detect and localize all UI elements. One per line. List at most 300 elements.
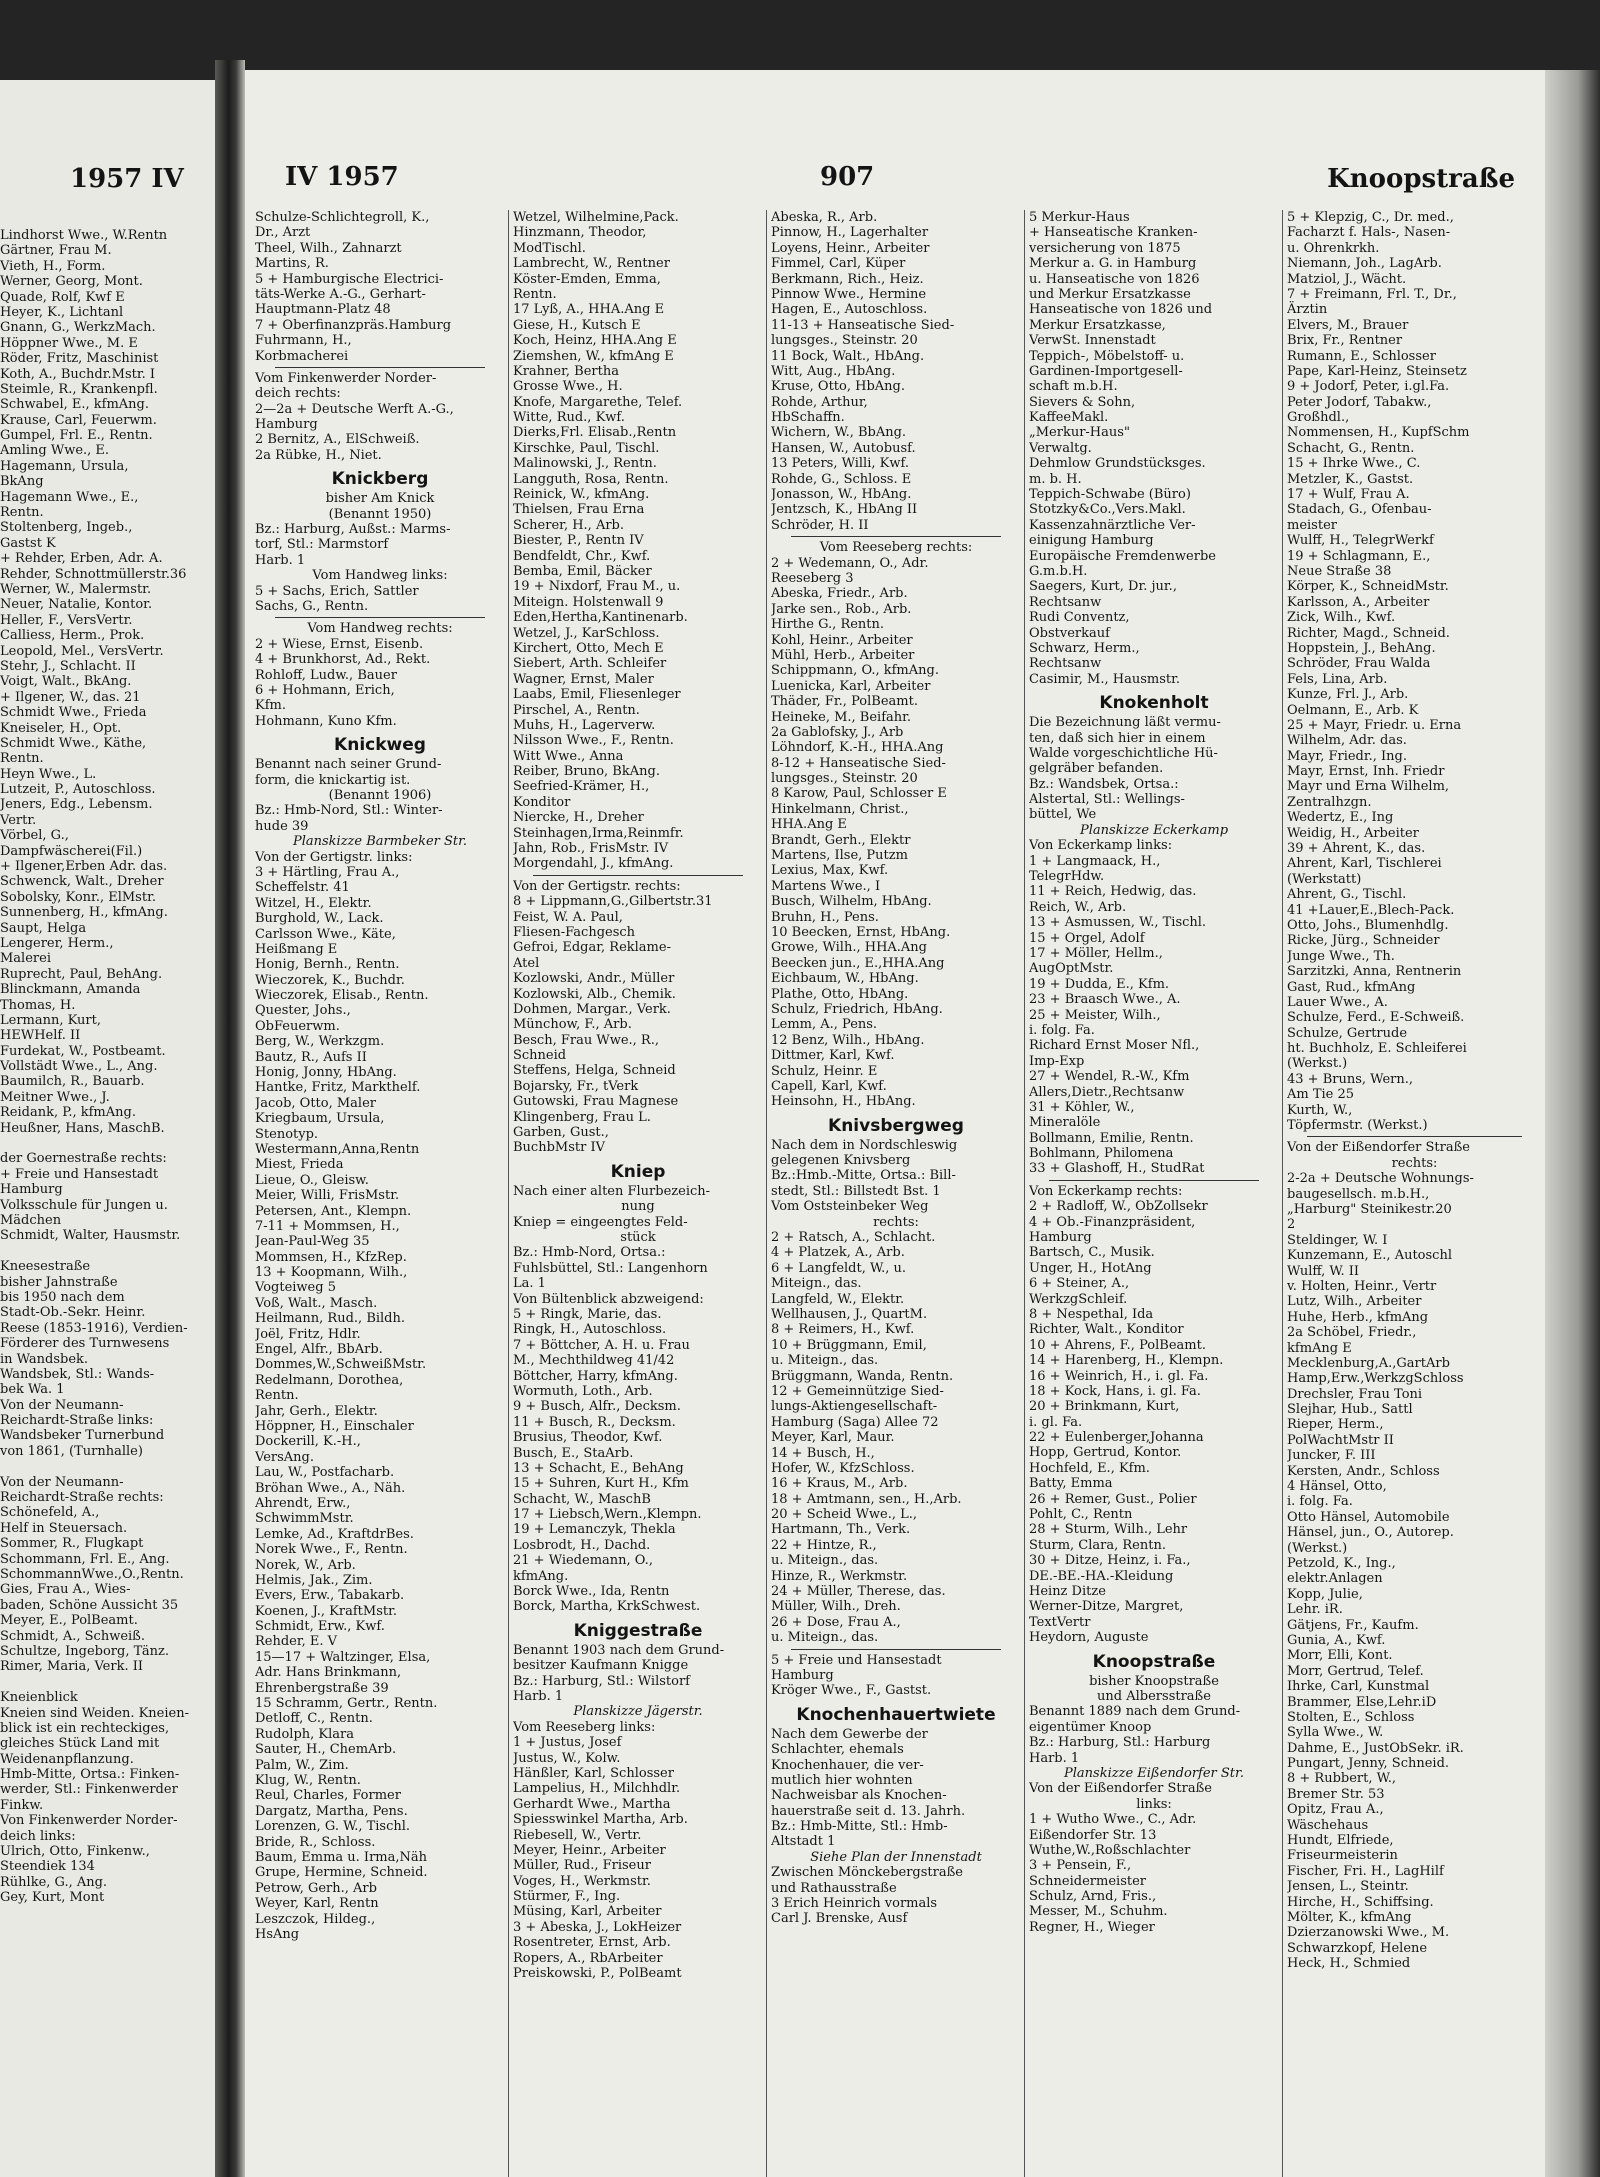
directory-entry: Gardinen-Importgesell- xyxy=(1029,363,1183,379)
directory-entry: Lau, W., Postfacharb. xyxy=(255,1465,395,1481)
column-divider xyxy=(1282,210,1283,2177)
directory-entry: Sobolsky, Konr., ElMstr. xyxy=(0,889,156,905)
directory-entry: Furdekat, W., Postbeamt. xyxy=(0,1043,166,1059)
directory-entry: Bz.: Hmb-Mitte, Stl.: Hmb- xyxy=(771,1819,948,1835)
directory-entry: Schmidt Wwe., Frieda xyxy=(0,705,147,721)
directory-entry: Casimir, M., Hausmstr. xyxy=(1029,671,1181,687)
directory-entry: Stürmer, F., Ing. xyxy=(513,1889,621,1905)
directory-entry: Schlachter, ehemals xyxy=(771,1742,904,1758)
directory-entry: Seefried-Krämer, H., xyxy=(513,779,650,795)
directory-entry: 5 + Ringk, Marie, das. xyxy=(513,1306,662,1322)
directory-entry: Gastst K xyxy=(0,535,56,551)
directory-entry: Luenicka, Karl, Arbeiter xyxy=(771,678,931,694)
directory-entry: Hagemann, Ursula, xyxy=(0,458,129,474)
directory-entry: 22 + Hintze, R., xyxy=(771,1537,877,1553)
directory-entry: Brammer, Else,Lehr.iD xyxy=(1287,1694,1437,1710)
directory-entry: Juncker, F. III xyxy=(1287,1448,1376,1464)
street-heading: Knickweg xyxy=(334,735,426,756)
directory-entry: Sunnenberg, H., kfmAng. xyxy=(0,905,168,921)
directory-entry: Jacob, Otto, Maler xyxy=(255,1095,376,1111)
directory-entry: Carl J. Brenske, Ausf xyxy=(771,1911,908,1927)
directory-entry: Hmb-Mitte, Ortsa.: Finken- xyxy=(0,1767,180,1783)
directory-entry: Reichardt-Straße links: xyxy=(0,1413,154,1429)
directory-entry: Lermann, Kurt, xyxy=(0,1012,101,1028)
directory-entry: 5 + Klepzig, C., Dr. med., xyxy=(1287,210,1454,225)
directory-entry: 14 + Busch, H., xyxy=(771,1445,875,1461)
directory-entry: Brix, Fr., Rentner xyxy=(1287,333,1403,349)
directory-entry: ObFeuerwm. xyxy=(255,1018,340,1034)
directory-entry: 2 + Wiese, Ernst, Eisenb. xyxy=(255,636,424,652)
directory-entry: 23 + Braasch Wwe., A. xyxy=(1029,992,1181,1008)
directory-entry: 24 + Müller, Therese, das. xyxy=(771,1584,946,1600)
directory-entry: 19 + Schlagmann, E., xyxy=(1287,548,1431,564)
column-divider xyxy=(766,210,767,2177)
directory-entry: Von Eckerkamp rechts: xyxy=(1029,1183,1183,1199)
directory-entry: 5 Merkur-Haus xyxy=(1029,210,1130,225)
section-divider xyxy=(1049,1180,1259,1181)
directory-entry: 17 + Möller, Hellm., xyxy=(1029,945,1163,961)
directory-entry: Hopp, Gertrud, Kontor. xyxy=(1029,1445,1182,1461)
directory-entry: DE.-BE.-HA.-Kleidung xyxy=(1029,1568,1174,1584)
directory-entry: Großhdl., xyxy=(1287,410,1350,426)
directory-entry: + Rehder, Erben, Adr. A. xyxy=(0,551,163,567)
directory-entry: Voigt, Walt., BkAng. xyxy=(0,674,132,690)
directory-entry: Honig, Bernh., Rentn. xyxy=(255,957,400,973)
column-divider xyxy=(1024,210,1025,2177)
directory-entry: Schröder, H. II xyxy=(771,517,869,533)
directory-entry: Scheffelstr. 41 xyxy=(255,880,350,896)
directory-entry: Jarke sen., Rob., Arb. xyxy=(771,601,912,617)
directory-entry: 15 + Ihrke Wwe., C. xyxy=(1287,456,1421,472)
directory-entry: Theel, Wilh., Zahnarzt xyxy=(255,240,402,256)
directory-entry: Pirschel, A., Rentn. xyxy=(513,702,640,718)
directory-entry xyxy=(0,1675,205,1690)
directory-entry: Gnann, G., WerkzMach. xyxy=(0,320,156,336)
directory-entry xyxy=(0,1244,205,1259)
column-divider xyxy=(508,210,509,2177)
directory-column-5 xyxy=(1287,210,1542,1972)
directory-entry: Wulff, W. II xyxy=(1287,1263,1360,1279)
directory-entry: Kassenzahnärztliche Ver- xyxy=(1029,517,1196,533)
directory-entry: Von der Eißendorfer Straße xyxy=(1287,1140,1470,1156)
directory-entry: Teppich-Schwabe (Büro) xyxy=(1029,487,1191,503)
directory-entry: Gerhardt Wwe., Martha xyxy=(513,1796,671,1812)
directory-entry: von 1861, (Turnhalle) xyxy=(0,1443,143,1459)
directory-entry: Besch, Frau Wwe., R., xyxy=(513,1032,659,1048)
directory-entry: 13 + Koopmann, Wilh., xyxy=(255,1265,408,1281)
directory-entry: Schultze, Ingeborg, Tänz. xyxy=(0,1643,169,1659)
directory-entry: Dahme, E., JustObSekr. iR. xyxy=(1287,1740,1464,1756)
directory-entry: Rentn. xyxy=(0,751,44,767)
directory-entry: 6 + Hohmann, Erich, xyxy=(255,683,395,698)
directory-entry: Kunzemann, E., Autoschl xyxy=(1287,1248,1452,1264)
directory-entry: + Ilgener, W., das. 21 xyxy=(0,689,141,705)
directory-entry: Rimer, Maria, Verk. II xyxy=(0,1659,143,1675)
directory-entry: Hirche, H., Schiffsing. xyxy=(1287,1894,1434,1910)
directory-entry: Sommer, R., Flugkapt xyxy=(0,1536,144,1552)
directory-entry: 7 + Oberfinanzpräs.Hamburg xyxy=(255,317,452,333)
centered-note: (Benannt 1906) xyxy=(328,787,432,803)
directory-entry: Westermann,Anna,Rentn xyxy=(255,1141,420,1157)
directory-entry: Schulze, Ferd., E-Schweiß. xyxy=(1287,1010,1465,1026)
directory-entry: Morgendahl, J., kfmAng. xyxy=(513,856,674,872)
directory-entry: Pape, Karl-Heinz, Steinsetz xyxy=(1287,363,1467,379)
directory-entry: Reul, Charles, Former xyxy=(255,1788,401,1804)
directory-entry: Heinz Ditze xyxy=(1029,1584,1106,1599)
directory-entry: Siebert, Arth. Schleifer xyxy=(513,656,667,672)
directory-entry: Fimmel, Carl, Küper xyxy=(771,256,906,272)
directory-entry: Borck Wwe., Ida, Rentn xyxy=(513,1584,670,1600)
directory-entry: deich rechts: xyxy=(255,386,341,402)
directory-entry: Schröder, Frau Walda xyxy=(1287,656,1431,672)
directory-entry: Giese, H., Kutsch E xyxy=(513,317,641,333)
directory-entry: Brandt, Gerh., Elektr xyxy=(771,832,911,848)
directory-entry: Ahrent, G., Tischl. xyxy=(1287,887,1407,903)
directory-entry: Töpfermstr. (Werkst.) xyxy=(1287,1118,1428,1134)
directory-entry: Elvers, M., Brauer xyxy=(1287,317,1409,333)
directory-entry: 19 + Dudda, E., Kfm. xyxy=(1029,976,1170,992)
directory-entry: Höppner, H., Einschaler xyxy=(255,1419,414,1434)
directory-entry: Baum, Emma u. Irma,Näh xyxy=(255,1849,427,1865)
directory-entry: Schulz, Heinr. E xyxy=(771,1063,878,1079)
directory-entry: Jahr, Gerh., Elektr. xyxy=(255,1403,378,1419)
directory-entry: Rühlke, G., Ang. xyxy=(0,1874,108,1890)
directory-entry: Abeska, Friedr., Arb. xyxy=(771,586,908,602)
directory-entry: Vörbel, G., xyxy=(0,828,69,844)
directory-entry: Thomas, H. xyxy=(0,997,76,1013)
directory-entry: Die Bezeichnung läßt vermu- xyxy=(1029,715,1221,731)
directory-entry: Wichern, W., BbAng. xyxy=(771,425,907,441)
directory-entry: der Goernestraße rechts: xyxy=(0,1151,167,1167)
directory-entry: Jensen, L., Steintr. xyxy=(1287,1879,1409,1895)
directory-entry: Engel, Alfr., BbArb. xyxy=(255,1342,383,1358)
directory-entry: 1 + Justus, Josef xyxy=(513,1735,622,1751)
directory-entry: Hantke, Fritz, Markthelf. xyxy=(255,1080,421,1096)
directory-entry: Von der Eißendorfer Straße xyxy=(1029,1781,1212,1797)
directory-entry: Kruse, Otto, HbAng. xyxy=(771,379,905,395)
directory-entry: 2-2a + Deutsche Wohnungs- xyxy=(1287,1171,1474,1187)
directory-entry: Detloff, C., Rentn. xyxy=(255,1711,373,1727)
directory-entry: Fels, Lina, Arb. xyxy=(1287,671,1388,687)
directory-entry: Karlsson, A., Arbeiter xyxy=(1287,594,1430,610)
directory-entry xyxy=(0,1136,205,1151)
directory-entry: torf, Stl.: Marmstorf xyxy=(255,537,389,553)
directory-entry: 3 + Abeska, J., LokHeizer xyxy=(513,1919,682,1935)
directory-entry: 2 Bernitz, A., ElSchweiß. xyxy=(255,432,420,448)
left-page xyxy=(0,80,215,2177)
directory-entry: Hirthe G., Rentn. xyxy=(771,617,885,633)
directory-entry: „Merkur-Haus" xyxy=(1029,425,1130,441)
directory-entry: Wedertz, E., Ing xyxy=(1287,810,1394,826)
directory-entry: 30 + Ditze, Heinz, i. Fa., xyxy=(1029,1553,1191,1569)
directory-entry: Bollmann, Emilie, Rentn. xyxy=(1029,1130,1194,1146)
directory-entry: Stoltenberg, Ingeb., xyxy=(0,520,133,536)
directory-entry: mutlich hier wohnten xyxy=(771,1772,913,1788)
directory-entry: bis 1950 nach dem xyxy=(0,1289,125,1305)
centered-note: rechts: xyxy=(873,1214,919,1230)
directory-entry: + Ilgener,Erben Adr. das. xyxy=(0,859,168,875)
directory-entry: 20 + Scheid Wwe., L., xyxy=(771,1507,918,1523)
directory-entry: Lorenzen, G. W., Tischl. xyxy=(255,1819,411,1835)
directory-entry: Rohloff, Ludw., Bauer xyxy=(255,667,397,683)
directory-entry: Hansen, W., Autobusf. xyxy=(771,440,916,456)
directory-entry: Benannt 1903 nach dem Grund- xyxy=(513,1642,725,1658)
directory-entry: Eißendorfer Str. 13 xyxy=(1029,1827,1157,1843)
directory-entry: 26 + Remer, Gust., Polier xyxy=(1029,1491,1197,1507)
directory-entry: Dzierzanowski Wwe., M. xyxy=(1287,1925,1450,1941)
directory-entry: Ricke, Jürg., Schneider xyxy=(1287,933,1440,949)
directory-entry: Bröhan Wwe., A., Näh. xyxy=(255,1480,406,1496)
directory-entry: Bemba, Emil, Bäcker xyxy=(513,563,652,579)
directory-entry: Wormuth, Loth., Arb. xyxy=(513,1383,653,1399)
directory-entry: deich links: xyxy=(0,1828,76,1844)
directory-entry: Vom Finkenwerder Norder- xyxy=(255,370,437,386)
directory-entry: schaft m.b.H. xyxy=(1029,379,1118,395)
directory-entry: Richard Ernst Moser Nfl., xyxy=(1029,1038,1200,1054)
street-heading: Knivsbergweg xyxy=(828,1115,964,1136)
directory-entry: bisher Jahnstraße xyxy=(0,1274,118,1290)
directory-entry: ten, daß sich hier in einem xyxy=(1029,730,1206,746)
directory-entry: Bz.: Wandsbek, Ortsa.: xyxy=(1029,776,1179,792)
directory-entry: 3 + Pensein, F., xyxy=(1029,1858,1132,1874)
directory-entry: Gast, Rud., kfmAng xyxy=(1287,979,1416,995)
directory-entry: Teppich-, Möbelstoff- u. xyxy=(1029,348,1185,364)
directory-entry: 2a Gablofsky, J., Arb xyxy=(771,724,904,740)
directory-entry: Lambrecht, W., Rentner xyxy=(513,256,670,272)
directory-entry: 25 + Meister, Wilh., xyxy=(1029,1007,1161,1023)
directory-entry: Hinzmann, Theodor, xyxy=(513,225,647,241)
directory-entry: Schwenck, Walt., Dreher xyxy=(0,874,164,890)
directory-entry: Sievers & Sohn, xyxy=(1029,394,1136,410)
directory-entry: Wellhausen, J., QuartM. xyxy=(771,1306,928,1322)
directory-entry: 2 + Wedemann, O., Adr. xyxy=(771,555,929,571)
directory-entry: Rehder, Schnottmüllerstr.36 xyxy=(0,566,187,582)
directory-entry: 4 + Brunkhorst, Ad., Rekt. xyxy=(255,652,431,668)
directory-entry: Feist, W. A. Paul, xyxy=(513,909,623,925)
directory-entry: G.m.b.H. xyxy=(1029,563,1088,579)
directory-entry: kfmAng E xyxy=(1287,1340,1352,1356)
directory-entry: 21 + Wiedemann, O., xyxy=(513,1553,653,1569)
directory-entry: eigentümer Knoop xyxy=(1029,1719,1152,1735)
directory-entry: Mommsen, H., KfzRep. xyxy=(255,1249,407,1265)
directory-entry: M., Mechthildweg 41/42 xyxy=(513,1353,675,1369)
directory-entry: BuchbMstr IV xyxy=(513,1140,605,1156)
directory-entry: Hochfeld, E., Kfm. xyxy=(1029,1460,1150,1476)
section-divider xyxy=(791,536,1001,537)
directory-entry: Heck, H., Schmied xyxy=(1287,1956,1411,1972)
directory-entry: Gunia, A., Kwf. xyxy=(1287,1632,1386,1648)
directory-entry: HbSchaffn. xyxy=(771,410,845,426)
directory-entry: Kozlowski, Alb., Chemik. xyxy=(513,986,676,1002)
directory-entry: Heußner, Hans, MaschB. xyxy=(0,1120,165,1136)
directory-entry: 15 + Suhren, Kurt H., Kfm xyxy=(513,1476,689,1492)
directory-entry: Beecken jun., E.,HHA.Ang xyxy=(771,955,945,971)
directory-entry: Adr. Hans Brinkmann, xyxy=(255,1665,402,1681)
directory-entry: Merkur Ersatzkasse, xyxy=(1029,317,1166,333)
directory-entry: Morr, Gertrud, Telef. xyxy=(1287,1663,1424,1679)
directory-entry: 13 + Asmussen, W., Tischl. xyxy=(1029,915,1207,931)
directory-entry: Peter Jodorf, Tabakw., xyxy=(1287,394,1432,410)
directory-entry: Gumpel, Frl. E., Rentn. xyxy=(0,428,153,444)
directory-entry: Schulze, Gertrude xyxy=(1287,1025,1408,1041)
directory-entry: m. b. H. xyxy=(1029,471,1082,487)
directory-entry: Berg, W., Werkzgm. xyxy=(255,1034,385,1050)
directory-entry: Schwarzkopf, Helene xyxy=(1287,1940,1428,1956)
page-number: 907 xyxy=(820,162,875,192)
directory-entry: Rudolph, Klara xyxy=(255,1726,355,1742)
directory-entry: Ruprecht, Paul, BehAng. xyxy=(0,966,163,982)
directory-entry: 15 Schramm, Gertr., Rentn. xyxy=(255,1696,438,1712)
directory-entry: Rohde, G., Schloss. E xyxy=(771,471,912,487)
directory-entry: Brüggmann, Wanda, Rentn. xyxy=(771,1368,954,1384)
directory-entry: Stenotyp. xyxy=(255,1126,319,1142)
directory-entry: u. Miteign., das. xyxy=(771,1630,879,1646)
centered-note: rechts: xyxy=(1391,1155,1438,1171)
directory-entry: 13 Peters, Willi, Kwf. xyxy=(771,456,909,472)
directory-entry: 28 + Sturm, Wilh., Lehr xyxy=(1029,1522,1188,1538)
directory-entry: Steimle, R., Krankenpfl. xyxy=(0,381,158,397)
directory-entry: SchwimmMstr. xyxy=(255,1511,354,1527)
map-reference: Planskizze Barmbeker Str. xyxy=(292,834,468,850)
directory-entry: Biester, P., Rentn IV xyxy=(513,533,644,549)
directory-entry: 15—17 + Waltzinger, Elsa, xyxy=(255,1649,431,1665)
directory-entry: täts-Werke A.-G., Gerhart- xyxy=(255,286,426,302)
directory-entry: Miteign., das. xyxy=(771,1276,862,1292)
directory-entry: (Werkstatt) xyxy=(1287,871,1362,887)
directory-entry: Lauer Wwe., A. xyxy=(1287,994,1388,1010)
directory-entry: Heydorn, Auguste xyxy=(1029,1630,1149,1646)
directory-entry: u. Miteign., das. xyxy=(771,1553,879,1569)
directory-entry: Kirschke, Paul, Tischl. xyxy=(513,440,660,456)
directory-entry: Schommann, Frl. E., Ang. xyxy=(0,1551,170,1567)
directory-entry: Krause, Carl, Feuerwm. xyxy=(0,412,157,428)
directory-entry: Neuer, Natalie, Kontor. xyxy=(0,597,153,613)
directory-entry: Rechtsanw xyxy=(1029,594,1102,610)
directory-entry: 22 + Eulenberger,Johanna xyxy=(1029,1430,1204,1446)
directory-entry: u. Ohrenkrkh. xyxy=(1287,240,1380,256)
centered-note: Vom Handweg rechts: xyxy=(307,621,453,637)
directory-entry: Werner-Ditze, Margret, xyxy=(1029,1599,1184,1615)
directory-entry: Reinick, W., kfmAng. xyxy=(513,487,650,503)
directory-entry: 31 + Köhler, W., xyxy=(1029,1099,1135,1115)
book-gutter xyxy=(215,60,245,2177)
directory-entry: Honig, Jonny, HbAng. xyxy=(255,1065,397,1081)
directory-entry: Heineke, M., Beifahr. xyxy=(771,709,912,725)
directory-entry: Witzel, H., Elektr. xyxy=(255,895,372,911)
directory-entry: Schönefeld, A., xyxy=(0,1505,100,1521)
directory-entry: Von Eckerkamp links: xyxy=(1029,838,1173,854)
directory-entry: Leszczok, Hildeg., xyxy=(255,1911,376,1927)
directory-entry: Weidenanpflanzung. xyxy=(0,1751,134,1767)
directory-entry: Kriegbaum, Ursula, xyxy=(255,1111,385,1127)
directory-entry: 18 + Kock, Hans, i. gl. Fa. xyxy=(1029,1383,1201,1399)
directory-entry: Walde vorgeschichtliche Hü- xyxy=(1029,745,1218,761)
directory-entry: und Merkur Ersatzkasse xyxy=(1029,286,1191,302)
directory-entry: Meyer, E., PolBeamt. xyxy=(0,1613,138,1629)
directory-entry: Ziemshen, W., kfmAng E xyxy=(513,348,674,364)
directory-entry: 39 + Ahrent, K., das. xyxy=(1287,841,1426,857)
directory-entry: Gies, Frau A., Wies- xyxy=(0,1582,131,1598)
directory-entry: HEWHelf. II xyxy=(0,1028,81,1044)
centered-note: und Albersstraße xyxy=(1097,1688,1211,1704)
directory-entry: Scherer, H., Arb. xyxy=(513,517,625,533)
directory-entry: VerwSt. Innenstadt xyxy=(1029,333,1156,349)
directory-entry: Batty, Emma xyxy=(1029,1476,1113,1492)
directory-entry: 17 Lyß, A., HHA.Ang E xyxy=(513,302,665,318)
directory-entry: Loyens, Heinr., Arbeiter xyxy=(771,240,930,256)
directory-entry: Volksschule für Jungen u. xyxy=(0,1197,168,1213)
directory-entry: Saegers, Kurt, Dr. jur., xyxy=(1029,579,1177,595)
directory-entry: Dohmen, Margar., Verk. xyxy=(513,1001,671,1017)
directory-entry: Koenen, J., KraftMstr. xyxy=(255,1603,398,1619)
directory-entry: 11-13 + Hanseatische Sied- xyxy=(771,317,955,333)
directory-entry: Benannt nach seiner Grund- xyxy=(255,757,442,773)
directory-entry: Müsing, Karl, Arbeiter xyxy=(513,1904,662,1920)
directory-entry: Röder, Fritz, Maschinist xyxy=(0,351,159,367)
directory-entry: Steffens, Helga, Schneid xyxy=(513,1063,676,1079)
directory-entry: Gutowski, Frau Magnese xyxy=(513,1094,679,1110)
directory-entry: TelegrHdw. xyxy=(1029,869,1105,885)
directory-entry: Otto, Johs., Blumenhdlg. xyxy=(1287,917,1449,933)
section-divider xyxy=(275,617,485,618)
directory-entry: Mayr, Friedr., Ing. xyxy=(1287,748,1408,764)
directory-entry: 17 + Wulf, Frau A. xyxy=(1287,487,1410,503)
directory-entry: 8 + Lippmann,G.,Gilbertstr.31 xyxy=(513,894,713,910)
directory-entry: Palm, W., Zim. xyxy=(255,1757,349,1773)
directory-entry: Calliess, Herm., Prok. xyxy=(0,628,145,644)
directory-entry: Rentn. xyxy=(255,1388,299,1404)
street-heading: Knoopstraße xyxy=(1092,1651,1216,1672)
directory-entry: Lexius, Max, Kwf. xyxy=(771,863,889,879)
directory-entry: Evers, Erw., Tabakarb. xyxy=(255,1588,405,1604)
directory-entry: gelegenen Knivsberg xyxy=(771,1153,911,1169)
directory-entry: ht. Buchholz, E. Schleiferei xyxy=(1287,1041,1467,1057)
directory-entry: Kirchert, Otto, Mech E xyxy=(513,640,664,656)
directory-entry: Bruhn, H., Pens. xyxy=(771,909,879,925)
directory-entry: 2a Rübke, H., Niet. xyxy=(255,447,382,463)
directory-entry: Schmidt Wwe., Käthe, xyxy=(0,735,147,751)
directory-entry: Unger, H., HotAng xyxy=(1029,1260,1152,1276)
directory-entry: Finkw. xyxy=(0,1797,44,1813)
directory-entry: Reese (1853-1916), Verdien- xyxy=(0,1320,188,1336)
directory-entry: 6 + Steiner, A., xyxy=(1029,1276,1130,1292)
directory-entry: Wandsbeker Turnerbund xyxy=(0,1428,165,1444)
directory-entry: Sauter, H., ChemArb. xyxy=(255,1742,397,1758)
directory-entry: 7-11 + Mommsen, H., xyxy=(255,1218,400,1234)
directory-entry: Krahner, Bertha xyxy=(513,363,619,379)
section-divider xyxy=(1307,1136,1522,1137)
directory-entry: 4 + Platzek, A., Arb. xyxy=(771,1245,905,1261)
directory-entry: Wandsbek, Stl.: Wands- xyxy=(0,1366,155,1382)
directory-entry: Wieczorek, K., Buchdr. xyxy=(255,972,405,988)
directory-entry: Carlsson Wwe., Käte, xyxy=(255,926,396,942)
directory-entry: Kurth, W., xyxy=(1287,1102,1353,1118)
directory-entry: Stotzky&Co.,Vers.Makl. xyxy=(1029,502,1186,518)
directory-entry: Wagner, Ernst, Maler xyxy=(513,671,654,687)
map-reference: Planskizze Eißendorfer Str. xyxy=(1064,1765,1244,1781)
page-edge xyxy=(1545,70,1600,2177)
directory-entry: Meyer, Heinr., Arbeiter xyxy=(513,1842,666,1858)
directory-entry: Lindhorst Wwe., W.Rentn xyxy=(0,228,168,243)
directory-entry: Quade, Rolf, Kwf E xyxy=(0,289,125,305)
directory-entry: Schwabel, E., kfmAng. xyxy=(0,397,149,413)
directory-entry: Korbmacherei xyxy=(255,348,349,364)
directory-entry: Jonasson, W., HbAng. xyxy=(771,487,912,503)
directory-entry: Hamburg xyxy=(255,417,318,433)
directory-entry: 2 xyxy=(1287,1217,1296,1233)
directory-entry: 8 + Reimers, H., Kwf. xyxy=(771,1322,915,1338)
directory-entry: Niercke, H., Dreher xyxy=(513,810,644,826)
